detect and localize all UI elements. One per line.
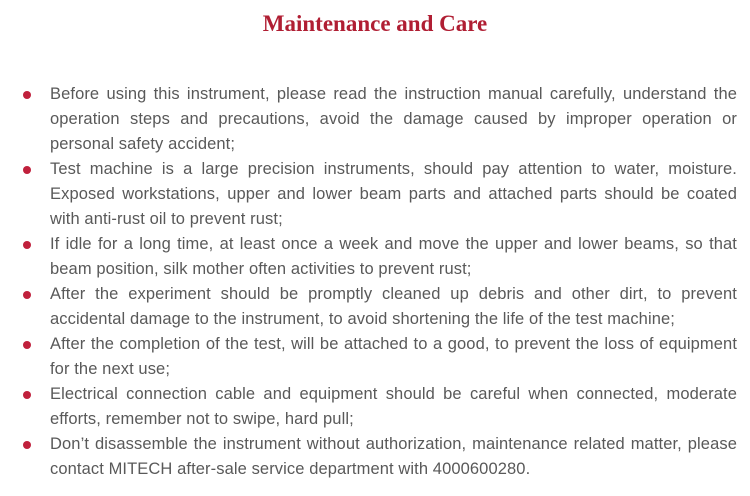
page-title: Maintenance and Care (262, 11, 488, 36)
list-item (0, 82, 750, 157)
list-item-text: Don’t disassemble the instrument without authorization, maintenance related matter, please contact MITECH after-sale service department with 4000600280. (50, 435, 737, 478)
list-item-text: Before using this instrument, please read the instruction manual carefully, understand the operation steps and precautions, avoid the damage caused by improper operation or personal safety accident; (50, 85, 737, 153)
list-item-text: Electrical connection cable and equipment should be careful when connected, moderate efforts, remember not to swipe, hard pull; (50, 385, 737, 428)
bullet-icon (23, 91, 31, 99)
bullet-icon (23, 341, 31, 349)
list-item (0, 432, 750, 482)
list-item-text: After the experiment should be promptly cleaned up debris and other dirt, to prevent accidental damage to the instrument, to avoid shortening the life of the test machine; (50, 285, 737, 328)
bullet-icon (23, 441, 31, 449)
maintenance-list (0, 82, 750, 482)
bullet-icon (23, 241, 31, 249)
bullet-icon (23, 391, 31, 399)
list-item (0, 382, 750, 432)
bullet-icon (23, 291, 31, 299)
list-item (0, 157, 750, 232)
list-item (0, 332, 750, 382)
list-item (0, 282, 750, 332)
list-item-text: If idle for a long time, at least once a week and move the upper and lower beams, so that beam position, silk mother often activities to prevent rust; (50, 235, 737, 278)
bullet-icon (23, 166, 31, 174)
list-item-text: After the completion of the test, will be attached to a good, to prevent the loss of equipment for the next use; (50, 335, 737, 378)
list-item-text: Test machine is a large precision instruments, should pay attention to water, moisture. Exposed workstations, upper and lower beam parts and attached parts should be coated with anti-rust oil to prevent rust; (50, 160, 737, 228)
list-item (0, 232, 750, 282)
